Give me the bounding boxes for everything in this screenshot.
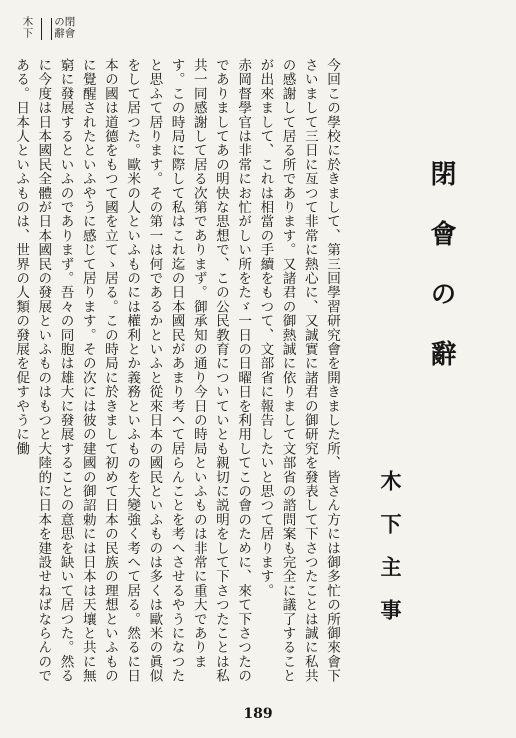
header-dash: [51, 18, 52, 40]
running-header-title: 閉會の辭: [53, 16, 76, 39]
header-dash-2: [41, 18, 42, 40]
page-number: 189: [243, 706, 273, 722]
article-body: [13, 58, 343, 686]
running-header-author: 木下: [21, 16, 34, 39]
article-author: 木下主事: [378, 470, 403, 642]
article-title: 閉會の辭: [426, 160, 456, 400]
paragraph: 今回この學校に於きまして、第三回學習研究會を開きました所、皆さん方には御多忙の所御來會下さいまして三日に亙つて非常に熱心に、又誠實に諸君の御研究を發表して下さつたことは誠に私共の感謝して居る所であります。又諸君の御熱誠に依りまして文部省の諮問案も完全に議了することが出來まして、これは相當の手續をもつて、文部省に報告したいと思つて居ります。: [257, 58, 340, 683]
paragraph: 赤岡督學官は非常にお忙がしい所をたゞ一日の日曜日を利用してこの會のために、來て下さつたのでありましてあの明快な思想で、この公民教育についていとも親切に説明をして下さつたことは私共一同感謝して居る次第でありまず。御承知の通り今日の時局といふものは非常に重大であります。この時局に際して私はこれ迄の日本國民があまり考へて居らんことを考へさせるやうになつたと思ふて居ります。その第一は何であるかといふと從來日本の國民といふものは多くは歐米の眞似をして居つた。歐米の人といふものには權利とか義務といふものを大變強く考へて居る。然るに日本の國は道德をもつて國を立てゝ居る。この時局に於きまして初めて日本の民族の理想といふものに覺醒されたといふやうに感じて居ります。その次には彼の建國の御詔勅には日本は天壤と共に無窮に發展するといふのでありまず。吾々の同胞は雄大に發展することの意思を缺いて居つた。然るに今度は日本國民全體が日本國民の發展といふものはもつと大陸的に日本を建設せねばならんのである。日本人といふものは、世界の人類の發展を促すやうに働: [13, 58, 252, 683]
